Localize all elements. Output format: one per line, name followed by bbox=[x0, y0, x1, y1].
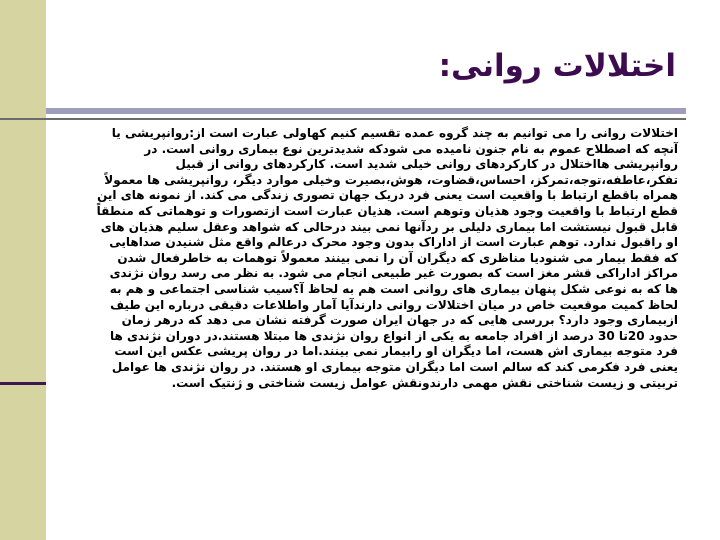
left-accent-band bbox=[0, 0, 46, 540]
left-accent-line bbox=[0, 382, 46, 385]
title-underline-bar bbox=[46, 108, 686, 114]
slide-body-text: اختلالات روانی را می توانیم به چند گروه عمده تقسیم کنیم کهاولی عبارت است از:روانپریشی یا آنچه که اصطلاح عموم به نام جنون نامیده می شودکه شدیدترین نوع بیماری روانی است. در روانپریشی هااختلال در کارکردهای روانی خیلی شدید است. کارکردهای روانی از قبیل تفکر،عاطفه،توجه،تمرکز، احساس،قضاوت، هوش،بصیرت وخیلی موارد دیگر، روانپریشی ها معمولاً همراه باقطع ارتباط با واقعیت است یعنی فرد دریک جهان تصوری زندگی می کند. از نمونه های این قطع ارتباط با واقعیت وجود هذیان وتوهم است. هذیان عبارت است ازتصورات و توهماتی که منطقاً قابل قبول نیستشت اما بیماری دلیلی بر ردآنها نمی بیند درحالی که شواهد وعقل سلیم هذیان های او راقبول ندارد. توهم عبارت است از اداراک بدون وجود محرک درعالم واقع مثل شنیدن صداهایی که فقط بیمار می شنودیا مناظری که دیگران آن را نمی بینند معمولاً توهمات به خاطرفعال شدن مراکز اداراکی قشر مغز است که بصورت غیر طبیعی انجام می شود. به نظر می رسد روان نژندی ها که به نوعی شکل پنهان بیماری های روانی است هم به لحاظ آ؟سیب شناسی اجتماعی و هم به لحاظ کمیت موقعیت خاص در میان اختلالات روانی دارندآیا آمار واطلاعات دقیقی درباره این طیف ازبیماری وجود دارد؟ بررسی هایی که در جهان ایران صورت گرفته نشان می دهد که درهر زمان حدود 20تا 30 درصد از افراد جامعه به یکی از انواع روان نژندی ها مبتلا هستند.در دوران نژندی ها فرد متوجه بیماری اش هست، اما دیگران او رابیمار نمی بینند.اما در روان پریشی عکس این است یعنی فرد فکرمی کند که سالم است اما دیگران متوجه بیماری او هستند. در روان نژندی ها عوامل تربیتی و زیست شناختی نقش مهمی دارندونقش عوامل زیست شناختی و ژنتیک است. bbox=[96, 126, 678, 390]
divider-line bbox=[0, 118, 686, 120]
slide-title: اختلالات روانی: bbox=[438, 48, 676, 84]
